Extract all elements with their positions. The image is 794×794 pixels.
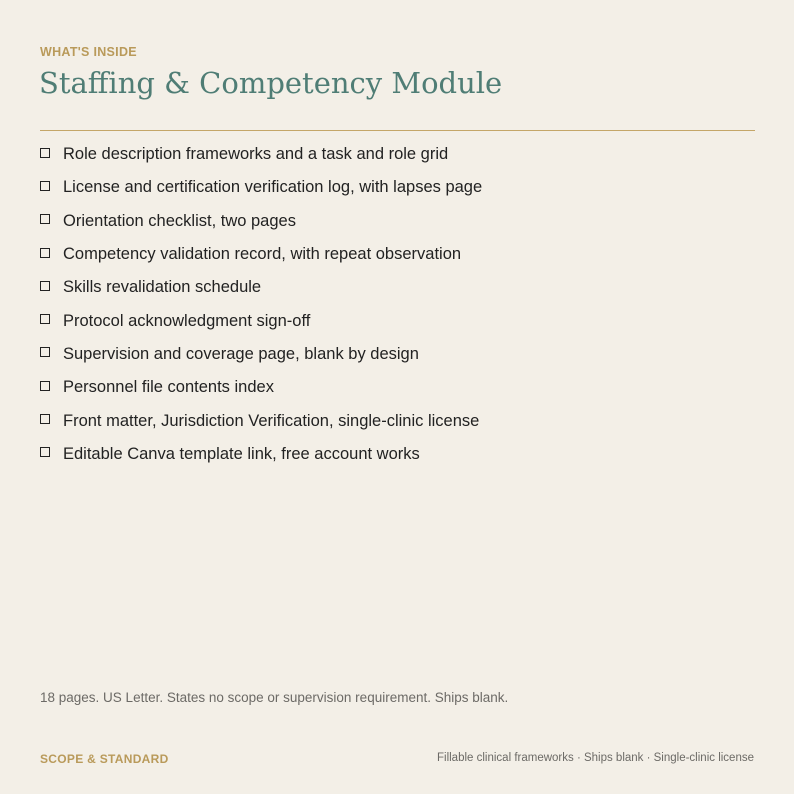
checklist-item [40,371,482,404]
checkbox[interactable] [40,181,50,191]
checklist-item-label: Competency validation record, with repeat observation [63,245,462,264]
checklist-item-label: Role description frameworks and a task and role grid [63,145,449,164]
checkbox[interactable] [40,148,50,158]
checklist-item [40,338,482,371]
checkbox[interactable] [40,314,50,324]
checklist-item-label: Protocol acknowledgment sign-off [63,311,311,330]
checklist-item [40,304,482,337]
checklist-item-label: Orientation checklist, two pages [63,211,296,230]
product-footnote: 18 pages. US Letter. States no scope or supervision requirement. Ships blank. [40,690,509,705]
checklist-item-label: Editable Canva template link, free account works [63,444,420,463]
checkbox[interactable] [40,248,50,258]
checkbox[interactable] [40,447,50,457]
checkbox[interactable] [40,214,50,224]
checklist-item [40,271,482,304]
checklist-item-label: License and certification verification log, with lapses page [63,178,483,197]
page-title: Staffing & Competency Module [39,66,503,100]
checklist-item [40,138,482,171]
checklist-item [40,438,482,471]
checklist-item-label: Front matter, Jurisdiction Verification, single-clinic license [63,411,480,430]
checklist-item-label: Personnel file contents index [63,378,274,397]
checkbox[interactable] [40,414,50,424]
product-features: Fillable clinical frameworks · Ships blank · Single-clinic license [436,752,754,764]
checklist-item [40,404,482,437]
checkbox[interactable] [40,381,50,391]
checkbox[interactable] [40,347,50,357]
contents-checklist [40,138,482,471]
checklist-item-label: Supervision and coverage page, blank by design [63,344,419,363]
section-eyebrow: WHAT'S INSIDE [40,45,137,59]
brand-name: SCOPE & STANDARD [40,752,169,766]
title-divider [40,130,755,131]
checklist-item [40,171,482,204]
checklist-item-label: Skills revalidation schedule [63,278,262,297]
checklist-item [40,238,482,271]
checkbox[interactable] [40,281,50,291]
checklist-item [40,205,482,238]
